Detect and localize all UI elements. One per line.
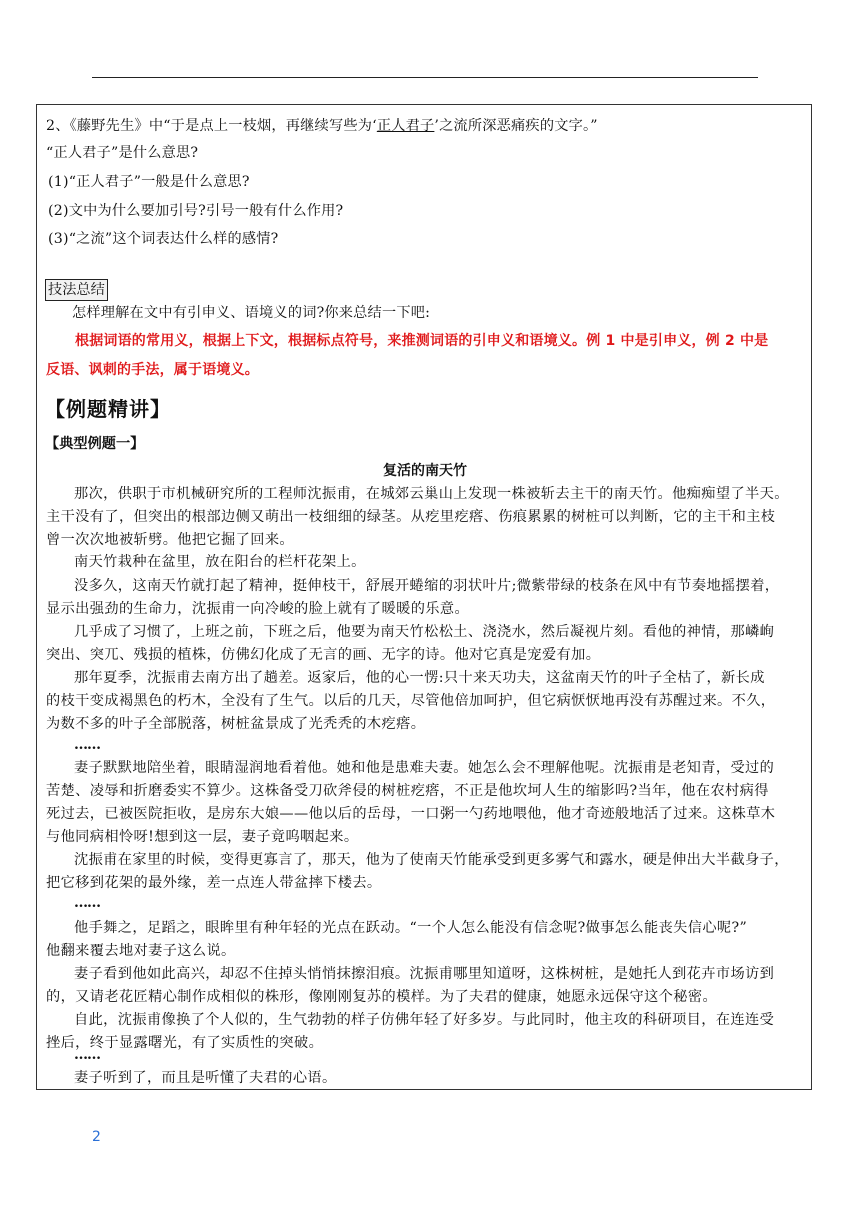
sub-question-2: (2)文中为什么要加引号?引号一般有什么作用? — [48, 203, 344, 219]
sub-question-1: (1)“正人君子”一般是什么意思? — [48, 174, 250, 190]
question-line-2: “正人君子”是什么意思? — [46, 145, 199, 161]
paragraph-10: 自此，沈振甫像换了个人似的，生气勃勃的样子仿佛年轻了好多岁。与此同时，他主攻的科研项目，在连连受 挫后，终于显露曙光，有了实质性的突破。 — [46, 1012, 775, 1051]
technique-tag: 技法总结 — [45, 279, 108, 301]
underlined-phrase: 正人君子 — [376, 118, 435, 134]
page-number: 2 — [92, 1129, 101, 1145]
paragraph-5: 那年夏季，沈振甫去南方出了趟差。返家后，他的心一愣:只十来天功夫，这盆南天竹的叶子全枯了，新长成 的枝干变成褐黑色的朽木，全没有了生气。以后的几天，尽管他倍加呵护，但它病恹恹地再没有苏醒过来。不久， 为数不多的叶子全部脱落，树桩盆景成了光秃秃的木疙瘩。 — [46, 670, 776, 732]
paragraph-3: 没多久，这南天竹就打起了精神，挺伸枝干，舒展开蜷缩的羽状叶片;微紫带绿的枝条在风中有节奏地摇摆着， 显示出强劲的生命力，沈振甫一向冷峻的脸上就有了暖暖的乐意。 — [46, 578, 780, 617]
content-box — [36, 104, 812, 1090]
paragraph-7: 沈振甫在家里的时候，变得更寡言了，那天，他为了使南天竹能承受到更多雾气和露水，硬是伸出大半截身子， 把它移到花架的最外缘，差一点连人带盆摔下楼去。 — [46, 852, 789, 891]
question-line-1: 2、《藤野先生》中“于是点上一枝烟，再继续写些为‘正人君子’之流所深恶痛疾的文字。” — [46, 118, 598, 134]
passage-title: 复活的南天竹 — [383, 463, 467, 479]
paragraph-8: 他手舞之，足蹈之，眼眸里有种年轻的光点在跃动。“一个人怎么能没有信念呢?做事怎么能丧失信心呢?” 他翻来覆去地对妻子这么说。 — [46, 920, 748, 959]
ellipsis-3: …… — [74, 1047, 100, 1063]
paragraph-9: 妻子看到他如此高兴，却忍不住掉头悄悄抹擦泪痕。沈振甫哪里知道呀，这株树桩，是她托人到花卉市场访到 的，又请老花匠精心制作成相似的株形，像刚刚复苏的模样。为了夫君的健康，她愿永远保守这个秘密。 — [46, 966, 775, 1005]
paragraph-11: 妻子听到了，而且是听懂了夫君的心语。 — [74, 1070, 337, 1086]
technique-answer-line-2: 反语、讽刺的手法，属于语境义。 — [46, 362, 259, 378]
paragraph-4: 几乎成了习惯了，上班之前，下班之后，他要为南天竹松松土、浇浇水，然后凝视片刻。看他的神情，那嶙峋 突出、突兀、残损的植株，仿佛幻化成了无言的画、无字的诗。他对它真是宠爱有加。 — [46, 624, 775, 663]
example-heading: 【典型例题一】 — [45, 436, 145, 452]
technique-prompt: 怎样理解在文中有引申义、语境义的词?你来总结一下吧: — [72, 305, 431, 321]
ellipsis-2: …… — [74, 895, 100, 911]
ellipsis-1: …… — [74, 737, 100, 753]
paragraph-1: 那次，供职于市机械研究所的工程师沈振甫，在城郊云巢山上发现一株被斩去主干的南天竹。他痴痴望了半天。 主干没有了，但突出的根部边侧又萌出一枝细细的绿茎。从疙里疙瘩、伤痕累累的树桩可以判断，它的主干和主枝 曾一次次地被斩劈。他把它掘了回来。 — [46, 486, 789, 548]
paragraph-6: 妻子默默地陪坐着，眼睛湿润地看着他。她和他是患难夫妻。她怎么会不理解他呢。沈振甫是老知青，受过的 苦楚、凌辱和折磨委实不算少。这株备受刀砍斧侵的树桩疙瘩，不正是他坎坷人生的缩影吗?当年，他在农村病得 死过去，已被医院拒收，是房东大娘——他以后的岳母，一口粥一勺药地喂他，他才奇迹般地活了过来。这株草木 与他同病相怜呀!想到这一层，妻子竟呜咽起来。 — [46, 760, 776, 845]
header-rule — [92, 77, 758, 78]
technique-answer-line-1: 根据词语的常用义，根据上下文，根据标点符号，来推测词语的引申义和语境义。例 1 中是引申义，例 2 中是 — [75, 333, 769, 349]
paragraph-2: 南天竹栽种在盆里，放在阳台的栏杆花架上。 — [74, 554, 366, 570]
sub-question-3: (3)“之流”这个词表达什么样的感情? — [48, 231, 279, 247]
section-heading: 【例题精讲】 — [45, 397, 171, 421]
